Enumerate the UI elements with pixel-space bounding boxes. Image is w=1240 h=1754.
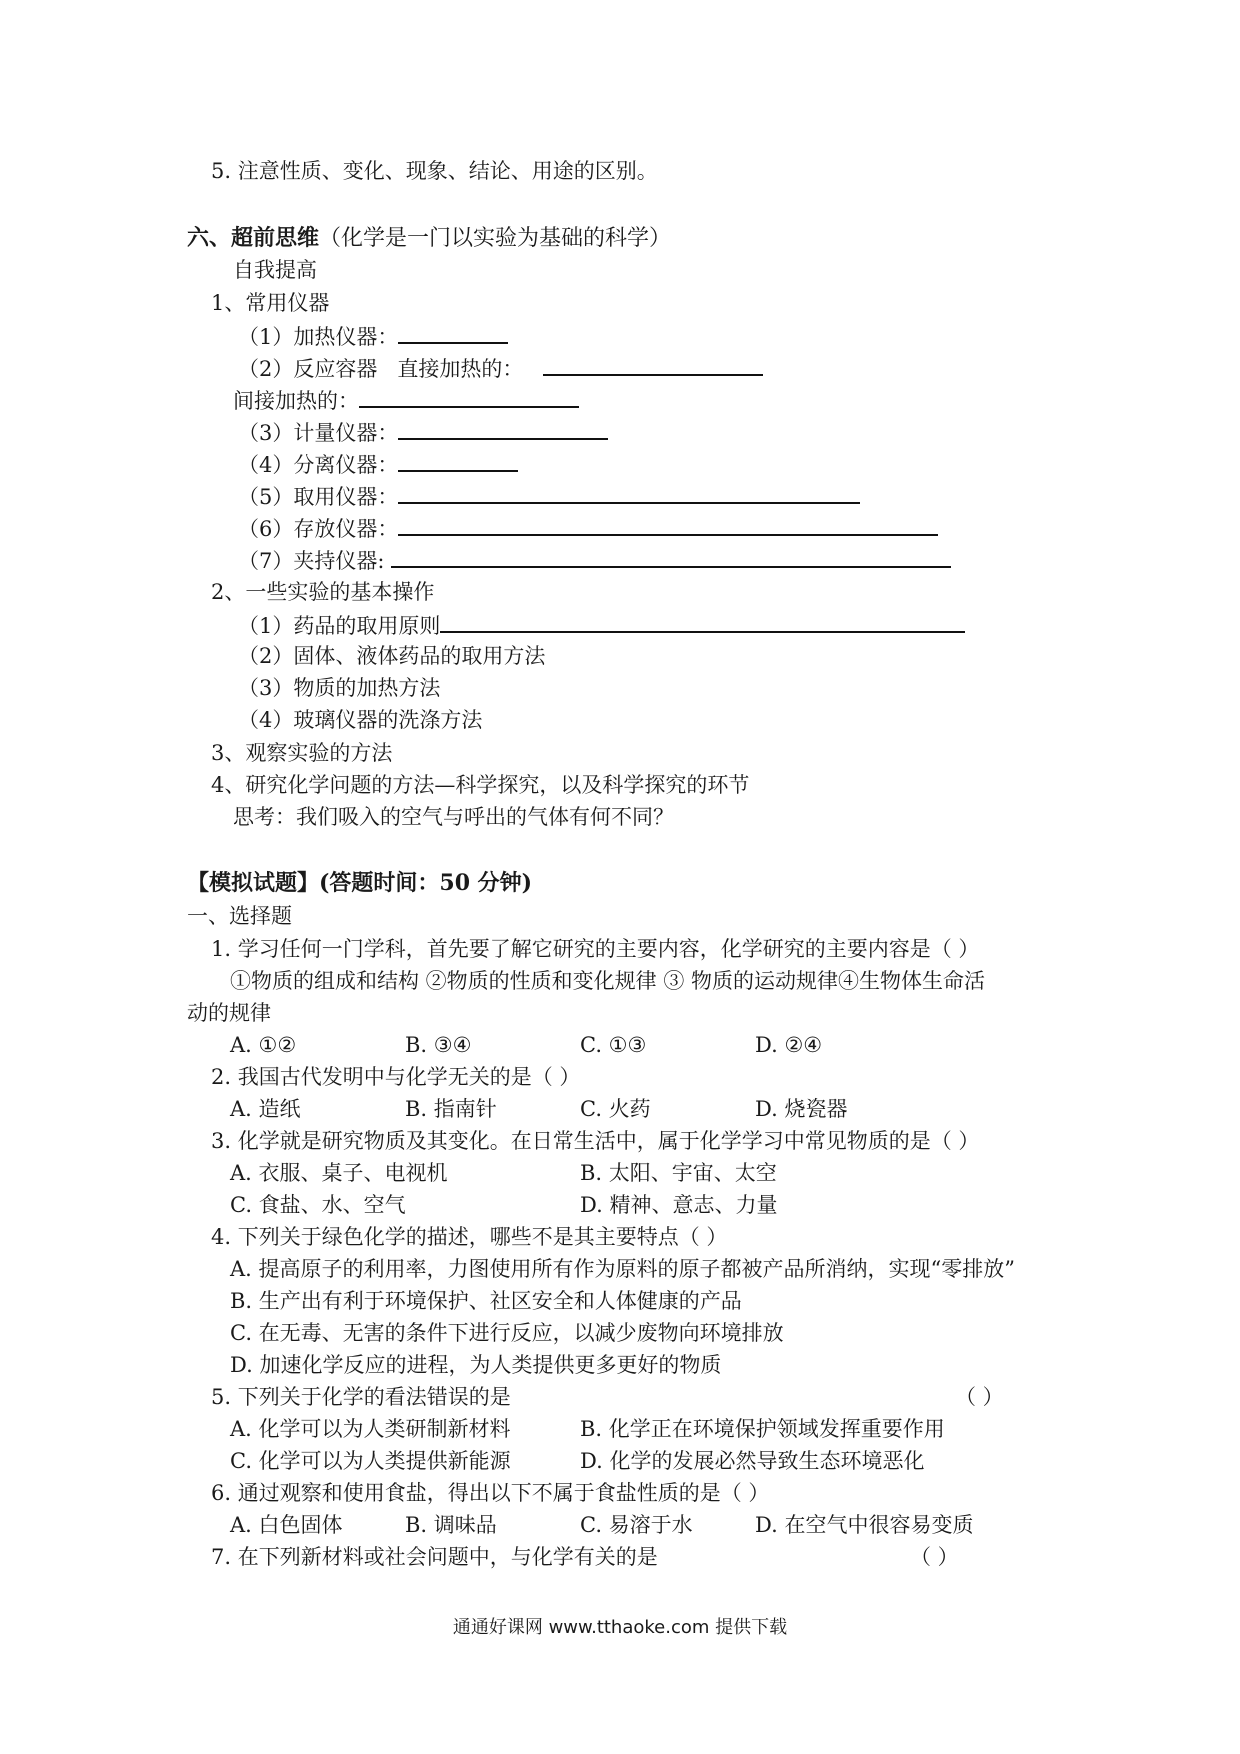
option[interactable]: D. 化学的发展必然导致生态环境恶化 (580, 1449, 925, 1473)
answer-blank[interactable] (440, 611, 965, 633)
option[interactable]: A. 衣服、桌子、电视机 (230, 1161, 448, 1185)
item-4: 4、研究化学问题的方法—科学探究，以及科学探究的环节 (211, 773, 750, 797)
sub-2-indirect (233, 386, 579, 414)
sub-7 (238, 546, 951, 574)
option[interactable]: B. 太阳、宇宙、太空 (580, 1161, 777, 1185)
option[interactable]: A. 造纸 (230, 1097, 301, 1121)
op-2: （2）固体、液体药品的取用方法 (238, 644, 546, 668)
option[interactable]: C. 化学可以为人类提供新能源 (230, 1449, 511, 1473)
answer-paren[interactable]: （ ） (955, 1385, 1004, 1409)
sub-4 (238, 450, 518, 478)
question-1-items: ①物质的组成和结构 ②物质的性质和变化规律 ③ 物质的运动规律④生物体生命活 (230, 969, 986, 993)
option[interactable]: A. ①② (230, 1033, 297, 1057)
section-heading (187, 225, 671, 252)
question-3: 3. 化学就是研究物质及其变化。在日常生活中，属于化学学习中常见物质的是（ ） (211, 1129, 980, 1153)
option[interactable]: D. ②④ (755, 1033, 823, 1057)
answer-blank[interactable] (398, 514, 938, 536)
option[interactable]: C. 在无毒、无害的条件下进行反应，以减少废物向环境排放 (230, 1321, 784, 1345)
sub-5 (238, 482, 860, 510)
sub-2-indirect-label: 间接加热的： (233, 389, 359, 413)
op-3: （3）物质的加热方法 (238, 676, 441, 700)
sub-1 (238, 322, 508, 350)
option[interactable]: A. 白色固体 (230, 1513, 343, 1537)
answer-blank[interactable] (398, 450, 518, 472)
section-heading-title: 六、超前思维 (187, 225, 320, 251)
sub-6 (238, 514, 938, 542)
option[interactable]: A. 提高原子的利用率，力图使用所有作为原料的原子都被产品所消纳，实现“零排放” (230, 1257, 1015, 1281)
sub-1-label: （1）加热仪器： (238, 325, 399, 349)
note-5: 5. 注意性质、变化、现象、结论、用途的区别。 (211, 159, 658, 183)
option[interactable]: C. 火药 (580, 1097, 651, 1121)
question-5: 5. 下列关于化学的看法错误的是 (211, 1385, 511, 1409)
self-improve-label: 自我提高 (233, 258, 317, 282)
option[interactable]: A. 化学可以为人类研制新材料 (230, 1417, 511, 1441)
item-3: 3、观察实验的方法 (211, 741, 393, 765)
sub-5-label: （5）取用仪器： (238, 485, 399, 509)
think-question: 思考：我们吸入的空气与呼出的气体有何不同？ (233, 805, 674, 829)
sub-3-label: （3）计量仪器： (238, 421, 399, 445)
question-4: 4. 下列关于绿色化学的描述，哪些不是其主要特点（ ） (211, 1225, 728, 1249)
sub-2-direct-label: 直接加热的： (397, 357, 524, 381)
op-4: （4）玻璃仪器的洗涤方法 (238, 708, 483, 732)
option[interactable]: B. 指南针 (405, 1097, 497, 1121)
option[interactable]: C. 食盐、水、空气 (230, 1193, 406, 1217)
question-1: 1. 学习任何一门学科，首先要了解它研究的主要内容，化学研究的主要内容是（ ） (211, 937, 980, 961)
mock-heading: 【模拟试题】(答题时间：50 分钟) (187, 870, 533, 896)
sub-7-label: （7）夹持仪器: (238, 549, 385, 573)
answer-blank[interactable] (543, 354, 763, 376)
sub-4-label: （4）分离仪器： (238, 453, 399, 477)
sub-2-label: （2）反应容器 (238, 357, 378, 381)
item-2: 2、一些实验的基本操作 (211, 580, 435, 604)
section-heading-subtitle: （化学是一门以实验为基础的科学） (319, 226, 672, 251)
op-1 (238, 611, 965, 639)
op-1-label: （1）药品的取用原则 (238, 614, 441, 638)
question-6: 6. 通过观察和使用食盐，得出以下不属于食盐性质的是（ ） (211, 1481, 770, 1505)
option[interactable]: D. 在空气中很容易变质 (755, 1513, 974, 1537)
answer-blank[interactable] (398, 482, 860, 504)
answer-blank[interactable] (391, 546, 951, 568)
question-7: 7. 在下列新材料或社会问题中，与化学有关的是 (211, 1545, 658, 1569)
option[interactable]: D. 精神、意志、力量 (580, 1193, 778, 1217)
answer-paren[interactable]: （ ） (910, 1545, 959, 1569)
option[interactable]: B. ③④ (405, 1033, 472, 1057)
option[interactable]: B. 化学正在环境保护领域发挥重要作用 (580, 1417, 945, 1441)
answer-blank[interactable] (398, 418, 608, 440)
option[interactable]: B. 调味品 (405, 1513, 497, 1537)
question-1-items-cont: 动的规律 (187, 1001, 271, 1025)
option[interactable]: C. 易溶于水 (580, 1513, 693, 1537)
answer-blank[interactable] (359, 386, 579, 408)
option[interactable]: D. 烧瓷器 (755, 1097, 848, 1121)
part-1-label: 一、选择题 (187, 904, 292, 928)
option[interactable]: B. 生产出有利于环境保护、社区安全和人体健康的产品 (230, 1289, 742, 1313)
footer-text: 通通好课网 www.tthaoke.com 提供下载 (452, 1617, 788, 1638)
answer-blank[interactable] (398, 322, 508, 344)
option[interactable]: D. 加速化学反应的进程，为人类提供更多更好的物质 (230, 1353, 722, 1377)
sub-6-label: （6）存放仪器： (238, 517, 399, 541)
sub-3 (238, 418, 608, 446)
option[interactable]: C. ①③ (580, 1033, 647, 1057)
question-2: 2. 我国古代发明中与化学无关的是（ ） (211, 1065, 581, 1089)
sub-2 (238, 354, 763, 382)
item-1: 1、常用仪器 (211, 291, 330, 315)
